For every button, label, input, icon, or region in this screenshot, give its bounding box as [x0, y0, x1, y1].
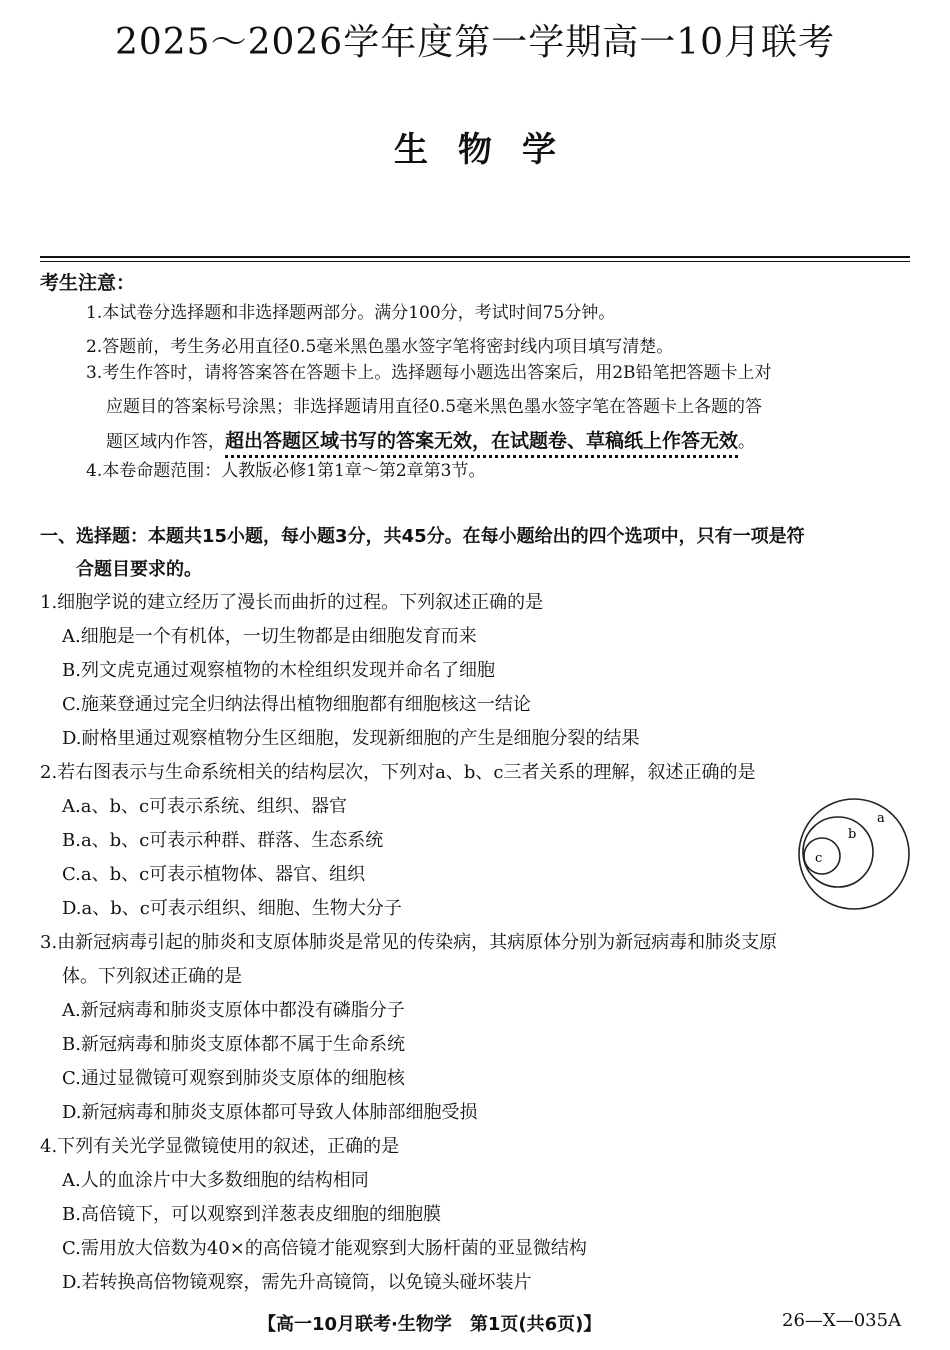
question-3-option-b: B.新冠病毒和肺炎支原体都不属于生命系统	[62, 1034, 405, 1055]
header-rule-thick	[40, 256, 910, 258]
question-4-option-a: A.人的血涂片中大多数细胞的结构相同	[62, 1170, 369, 1191]
question-2-option-d: D.a、b、c可表示组织、细胞、生物大分子	[62, 898, 402, 919]
question-1	[40, 586, 912, 756]
question-3-stem-line-2: 体。下列叙述正确的是	[62, 966, 242, 987]
question-1-option-b: B.列文虎克通过观察植物的木栓组织发现并命名了细胞	[62, 660, 495, 681]
notice-item-3-end: 。	[738, 432, 756, 452]
nested-circles-diagram	[793, 796, 911, 912]
notice-item-3-plain: 题区域内作答，	[106, 432, 225, 452]
question-3-option-a: A.新冠病毒和肺炎支原体中都没有磷脂分子	[62, 1000, 405, 1021]
question-1-option-a: A.细胞是一个有机体，一切生物都是由细胞发育而来	[62, 626, 477, 647]
circle-b	[803, 817, 873, 887]
notice-heading: 考生注意：	[40, 272, 136, 294]
question-1-option-d: D.耐格里通过观察植物分生区细胞，发现新细胞的产生是细胞分裂的结果	[62, 728, 640, 749]
question-2-stem: 2.若右图表示与生命系统相关的结构层次，下列对a、b、c三者关系的理解，叙述正确的是	[40, 762, 756, 783]
question-3-stem-line-1: 3.由新冠病毒引起的肺炎和支原体肺炎是常见的传染病，其病原体分别为新冠病毒和肺炎支原	[40, 932, 778, 953]
question-3	[40, 926, 912, 1130]
footer-page-info: 【高一10月联考·生物学 第1页(共6页)】	[258, 1314, 602, 1335]
question-2	[40, 756, 912, 926]
notice-item-4: 4.本卷命题范围：人教版必修1第1章～第2章第3节。	[86, 461, 486, 481]
question-2-option-c: C.a、b、c可表示植物体、器官、组织	[62, 864, 366, 885]
section-heading	[40, 520, 912, 586]
question-4-option-d: D.若转换高倍物镜观察，需先升高镜筒，以免镜头碰坏装片	[62, 1272, 532, 1293]
question-3-option-d: D.新冠病毒和肺炎支原体都可导致人体肺部细胞受损	[62, 1102, 478, 1123]
exam-title: 2025～2026学年度第一学期高一10月联考	[114, 22, 836, 63]
question-4-option-b: B.高倍镜下，可以观察到洋葱表皮细胞的细胞膜	[62, 1204, 441, 1225]
section-heading-line-1: 一、选择题：本题共15小题，每小题3分，共45分。在每小题给出的四个选项中，只有一项是符	[40, 526, 805, 547]
label-a: a	[877, 811, 885, 826]
label-b: b	[848, 827, 857, 842]
question-1-option-c: C.施莱登通过完全归纳法得出植物细胞都有细胞核这一结论	[62, 694, 531, 715]
notice-item-3-line-1: 3.考生作答时，请将答案答在答题卡上。选择题每小题选出答案后，用2B铅笔把答题卡上对	[86, 363, 772, 383]
notice-item-1: 1.本试卷分选择题和非选择题两部分。满分100分，考试时间75分钟。	[86, 303, 616, 323]
question-3-option-c: C.通过显微镜可观察到肺炎支原体的细胞核	[62, 1068, 405, 1089]
question-4-stem: 4.下列有关光学显微镜使用的叙述，正确的是	[40, 1136, 400, 1157]
subject-title: 生物学	[394, 130, 586, 170]
notice-item-3	[86, 356, 910, 459]
notice-item-3-emphasis: 超出答题区域书写的答案无效，在试题卷、草稿纸上作答无效	[225, 430, 739, 452]
question-2-option-b: B.a、b、c可表示种群、群落、生态系统	[62, 830, 384, 851]
question-2-option-a: A.a、b、c可表示系统、组织、器官	[62, 796, 348, 817]
footer-exam-code: 26—X—035A	[782, 1310, 902, 1331]
question-1-stem: 1.细胞学说的建立经历了漫长而曲折的过程。下列叙述正确的是	[40, 592, 544, 613]
question-4-option-c: C.需用放大倍数为40×的高倍镜才能观察到大肠杆菌的亚显微结构	[62, 1238, 587, 1259]
question-4	[40, 1130, 912, 1300]
section-heading-line-2: 合题目要求的。	[76, 559, 202, 580]
label-c: c	[815, 851, 823, 866]
header-rule-thin	[40, 261, 910, 262]
notice-item-2: 2.答题前，考生务必用直径0.5毫米黑色墨水签字笔将密封线内项目填写清楚。	[86, 337, 674, 357]
notice-item-3-line-2: 应题目的答案标号涂黑；非选择题请用直径0.5毫米黑色墨水签字笔在答题卡上各题的答	[106, 397, 763, 417]
